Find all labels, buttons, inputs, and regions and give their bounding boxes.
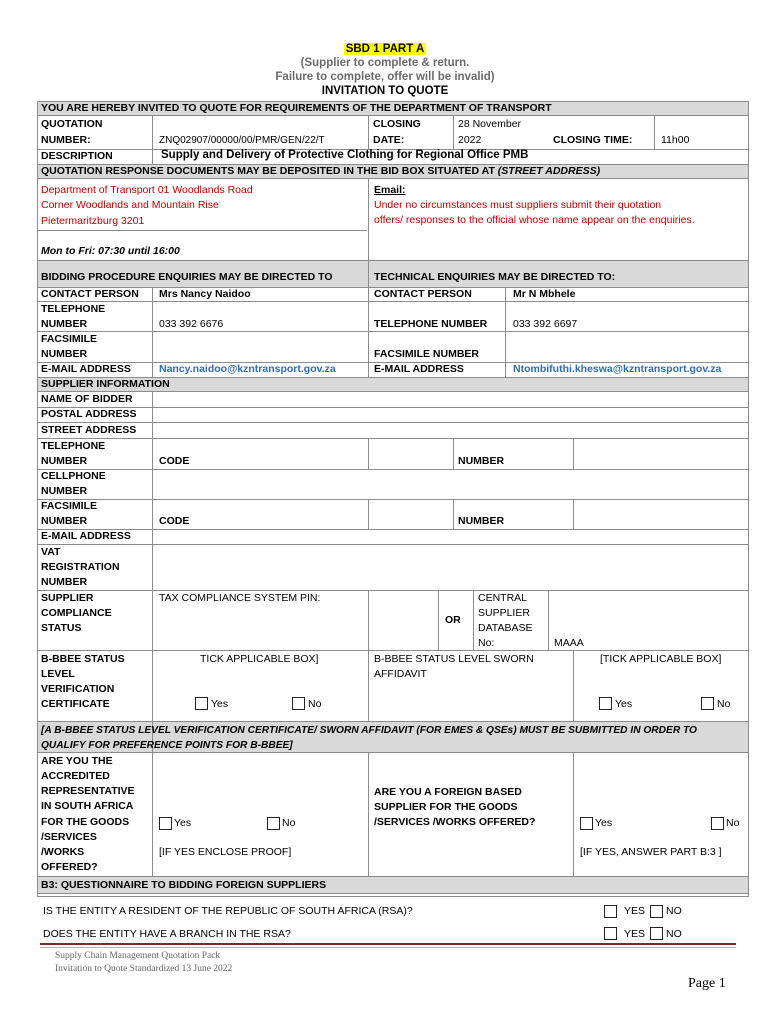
page-number: Page 1 [688,976,726,991]
bbbee-affidavit-yes-label: Yes [615,698,633,710]
bid-box-address-2: Corner Woodlands and Mountain Rise [41,199,219,211]
bbbee-label-4: CERTIFICATE [41,698,110,710]
office-hours: Mon to Fri: 07:30 until 16:00 [41,245,180,257]
csd-label-3: DATABASE [478,622,533,634]
supplier-facsimile-label-1: FACSIMILE [41,500,98,512]
resident-yes-checkbox[interactable] [604,905,617,918]
submission-notice-1: Under no circumstances must suppliers submit their quotation [374,199,662,211]
instruction-line-2: Failure to complete, offer will be invalid) [275,71,495,83]
foreign-q-2: SUPPLIER FOR THE GOODS [374,801,518,813]
csd-label-1: CENTRAL [478,592,528,604]
foreign-no-checkbox[interactable] [711,817,724,830]
description-label: DESCRIPTION [41,150,113,162]
telephone-code-label: CODE [159,455,190,467]
answer-part-b3-note: [IF YES, ANSWER PART B:3 ] [580,846,722,858]
bbbee-label-3: VERIFICATION [41,683,115,695]
resident-no-label: NO [666,905,682,917]
instruction-line-1: (Supplier to complete & return. [300,57,470,69]
csd-prefix: MAAA [554,637,584,649]
footer-rule [40,943,736,945]
closing-date-line-2: 2022 [458,134,482,146]
footer-line-1: Supply Chain Management Quotation Pack [55,951,221,961]
technical-telephone-label: TELEPHONE NUMBER [374,318,488,330]
bbbee-notice-1: [A B-BBEE STATUS LEVEL VERIFICATION CERTIFICATE/ SWORN AFFIDAVIT (FOR EMES & QSEs) MUST BE SUBMITTED IN ORDER TO [41,725,697,736]
quotation-label-1: QUOTATION [41,118,103,130]
accredited-q-7: /WORKS [41,846,85,858]
bbbee-label-1: B-BBEE STATUS [41,653,125,665]
tax-pin-label: TAX COMPLIANCE SYSTEM PIN: [159,592,321,604]
supplier-telephone-label-1: TELEPHONE [41,440,106,452]
compliance-label-2: COMPLIANCE [41,607,112,619]
bbbee-affidavit-yes-checkbox[interactable] [599,697,612,710]
quotation-label-2: NUMBER: [41,134,91,146]
accredited-no-checkbox[interactable] [267,817,280,830]
email-label: E-MAIL ADDRESS [41,363,131,375]
branch-yes-checkbox[interactable] [604,927,617,940]
bbbee-cert-no-label: No [308,698,322,710]
or-label: OR [445,614,461,626]
accredited-q-4: IN SOUTH AFRICA [41,800,134,812]
b3-question-resident: IS THE ENTITY A RESIDENT OF THE REPUBLIC OF SOUTH AFRICA (RSA)? [43,905,413,917]
foreign-q-1: ARE YOU A FOREIGN BASED [374,786,522,798]
bbbee-affidavit-no-label: No [717,698,731,710]
closing-time: 11h00 [661,134,690,146]
telephone-label-2: NUMBER [41,318,88,330]
resident-yes-label: YES [624,905,646,917]
bbbee-cert-yes-checkbox[interactable] [195,697,208,710]
vat-label-2: REGISTRATION [41,561,120,573]
accredited-yes-checkbox[interactable] [159,817,172,830]
accredited-yes-label: Yes [174,817,192,829]
resident-no-checkbox[interactable] [650,905,663,918]
footer-rule-thin [40,947,736,948]
supplier-email-label: E-MAIL ADDRESS [41,530,131,542]
technical-telephone: 033 392 6697 [513,318,578,330]
technical-email-label: E-MAIL ADDRESS [374,363,464,375]
vat-label-1: VAT [41,546,61,558]
bidding-telephone: 033 392 6676 [159,318,224,330]
compliance-label-3: STATUS [41,622,82,634]
csd-label-2: SUPPLIER [478,607,530,619]
tick-applicable-1: TICK APPLICABLE BOX] [200,653,319,665]
email-heading: Email: [374,184,406,196]
bidding-enquiries-heading: BIDDING PROCEDURE ENQUIRIES MAY BE DIRECTED TO [41,271,333,283]
b3-heading: B3: QUESTIONNAIRE TO BIDDING FOREIGN SUPPLIERS [41,879,327,891]
name-of-bidder-label: NAME OF BIDDER [41,393,133,405]
closing-date-label-2: DATE: [373,134,405,146]
supplier-info-heading: SUPPLIER INFORMATION [41,378,170,390]
facsimile-label-1: FACSIMILE [41,333,98,345]
technical-contact-person: Mr N Mbhele [513,288,576,300]
closing-time-label: CLOSING TIME: [553,134,633,146]
closing-date-line-1: 28 November [458,118,522,130]
affidavit-label-1: B-BBEE STATUS LEVEL SWORN [374,653,534,665]
postal-address-label: POSTAL ADDRESS [41,408,137,420]
bbbee-cert-no-checkbox[interactable] [292,697,305,710]
form-code: SBD 1 PART A [345,43,425,55]
submission-notice-2: offers/ responses to the official whose name appear on the enquiries. [374,214,695,226]
accredited-q-1: ARE YOU THE [41,755,113,767]
closing-date-label-1: CLOSING [373,118,421,130]
accredited-q-5: FOR THE GOODS [41,816,130,828]
supplier-telephone-label-2: NUMBER [41,455,88,467]
footer-line-2: Invitation to Quote Standardized 13 June 2022 [55,964,233,974]
foreign-yes-label: Yes [595,817,613,829]
quotation-form [37,101,749,897]
deposit-banner: QUOTATION RESPONSE DOCUMENTS MAY BE DEPOSITED IN THE BID BOX SITUATED AT (STREET ADDRESS) [41,165,601,177]
invite-banner: YOU ARE HEREBY INVITED TO QUOTE FOR REQUIREMENTS OF THE DEPARTMENT OF TRANSPORT [41,102,552,114]
supplier-facsimile-label-2: NUMBER [41,515,88,527]
cellphone-label-2: NUMBER [41,485,88,497]
bidding-email[interactable]: Nancy.naidoo@kzntransport.gov.za [159,363,336,375]
tick-applicable-2: [TICK APPLICABLE BOX] [600,653,722,665]
bid-box-address-1: Department of Transport 01 Woodlands Road [41,184,253,196]
street-address-label: STREET ADDRESS [41,424,137,436]
technical-email[interactable]: Ntombifuthi.kheswa@kzntransport.gov.za [513,363,722,375]
accredited-q-2: ACCREDITED [41,770,110,782]
compliance-label-1: SUPPLIER [41,592,94,604]
foreign-no-label: No [726,817,740,829]
csd-label-4: No: [478,637,495,649]
telephone-label-1: TELEPHONE [41,303,106,315]
facsimile-number-label: NUMBER [458,515,505,527]
branch-no-label: NO [666,928,682,940]
technical-facsimile-label: FACSIMILE NUMBER [374,348,479,360]
facsimile-label-2: NUMBER [41,348,88,360]
b3-question-branch: DOES THE ENTITY HAVE A BRANCH IN THE RSA? [43,928,291,940]
technical-enquiries-heading: TECHNICAL ENQUIRIES MAY BE DIRECTED TO: [374,271,616,283]
technical-contact-label: CONTACT PERSON [374,288,472,300]
bidding-contact-person: Mrs Nancy Naidoo [159,288,251,300]
contact-person-label: CONTACT PERSON [41,288,139,300]
enclose-proof-note: [IF YES ENCLOSE PROOF] [159,846,292,858]
bbbee-label-2: LEVEL [41,668,75,680]
affidavit-label-2: AFFIDAVIT [374,668,427,680]
telephone-number-label: NUMBER [458,455,505,467]
facsimile-code-label: CODE [159,515,190,527]
vat-label-3: NUMBER [41,576,88,588]
bid-box-address-3: Pietermaritzburg 3201 [41,215,145,227]
accredited-q-3: REPRESENTATIVE [41,785,135,797]
description-value: Supply and Delivery of Protective Clothing for Regional Office PMB [161,149,529,161]
accredited-q-6: /SERVICES [41,831,97,843]
foreign-q-3: /SERVICES /WORKS OFFERED? [374,816,536,828]
branch-yes-label: YES [624,928,646,940]
bbbee-notice-2: QUALIFY FOR PREFERENCE POINTS FOR B-BBEE] [41,740,293,751]
cellphone-label-1: CELLPHONE [41,470,106,482]
accredited-no-label: No [282,817,296,829]
branch-no-checkbox[interactable] [650,927,663,940]
foreign-yes-checkbox[interactable] [580,817,593,830]
bbbee-affidavit-no-checkbox[interactable] [701,697,714,710]
accredited-q-8: OFFERED? [41,861,98,873]
bbbee-cert-yes-label: Yes [211,698,229,710]
page-title: INVITATION TO QUOTE [321,85,449,97]
quotation-number: ZNQ02907/00000/00/PMR/GEN/22/T [159,135,325,146]
